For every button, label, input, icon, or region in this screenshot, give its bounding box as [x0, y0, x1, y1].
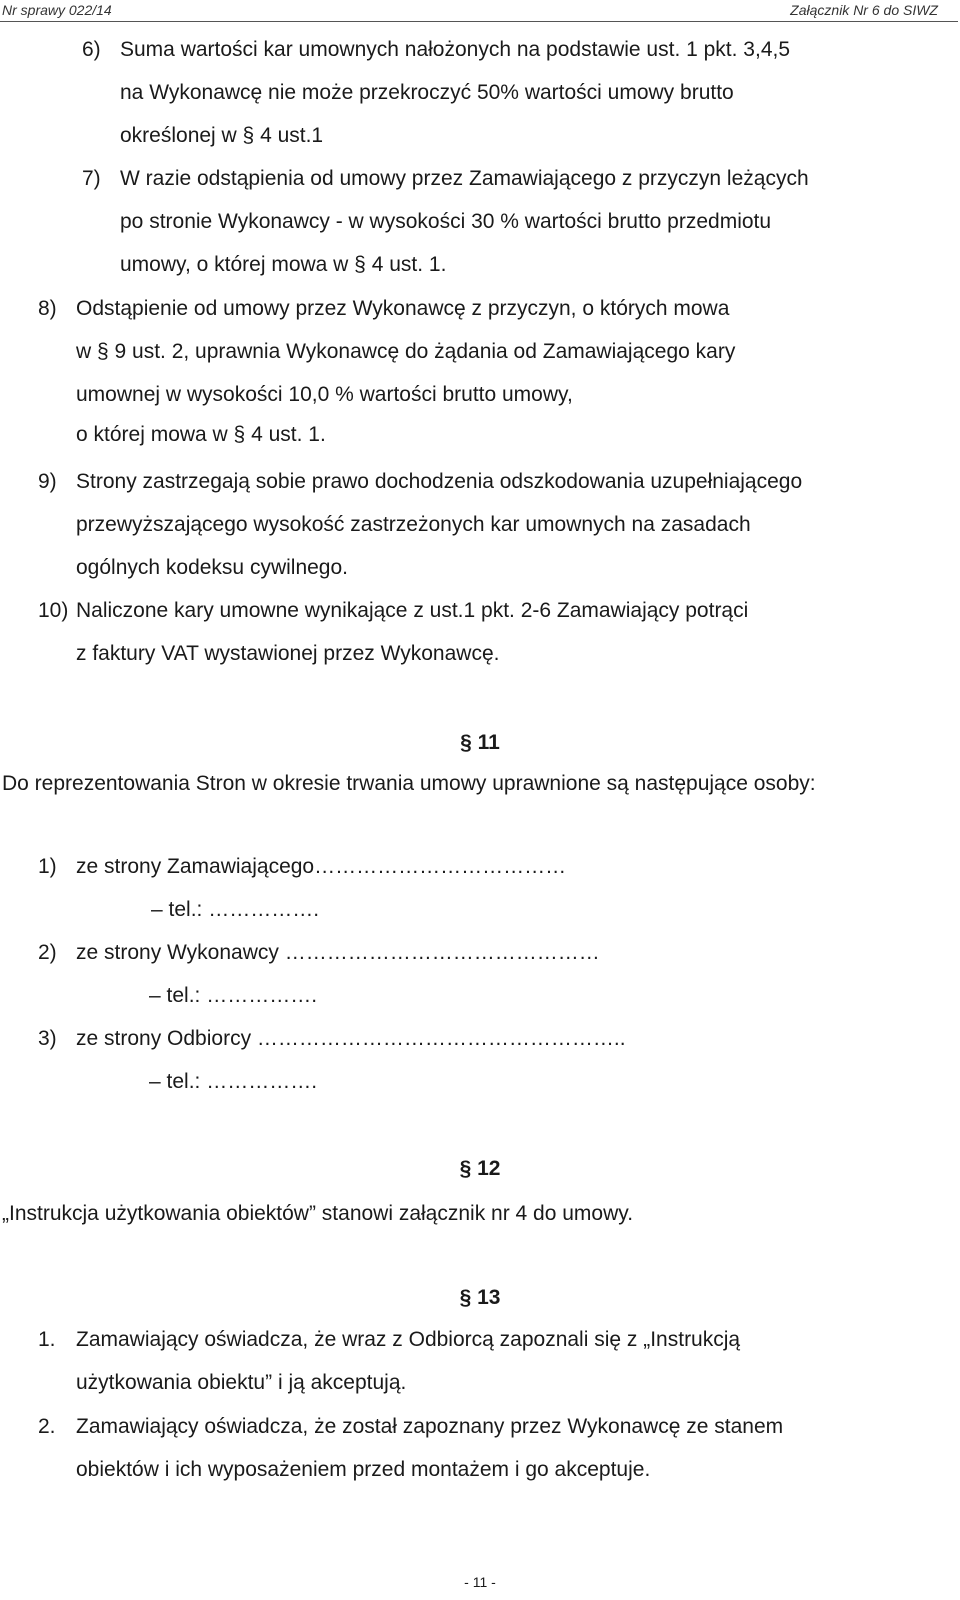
list-item-line: Naliczone kary umowne wynikające z ust.1 pkt. 2-6 Zamawiający potrąci: [76, 599, 749, 622]
penalty-item-9: [38, 470, 940, 600]
representative-tel: – tel.: …………….: [149, 984, 318, 1007]
header-attachment-label: Załącznik Nr 6 do SIWZ: [790, 2, 938, 18]
penalty-item-6: [82, 38, 940, 168]
list-item-line: Suma wartości kar umownych nałożonych na podstawie ust. 1 pkt. 3,4,5: [120, 38, 791, 61]
list-number: 3): [38, 1027, 57, 1050]
list-number: 9): [38, 470, 57, 493]
header-case-number: Nr sprawy 022/14: [2, 2, 112, 18]
representative-label: ze strony Zamawiającego………………………………: [76, 855, 567, 878]
section-13-item-2: [38, 1415, 940, 1505]
list-item-line: Odstąpienie od umowy przez Wykonawcę z przyczyn, o których mowa: [76, 297, 730, 320]
representative-label: ze strony Wykonawcy ………………………………………: [76, 941, 600, 964]
list-item-line: Zamawiający oświadcza, że wraz z Odbiorcą zapoznali się z „Instrukcją: [76, 1328, 741, 1351]
section-11-intro: Do reprezentowania Stron w okresie trwania umowy uprawnione są następujące osoby:: [2, 772, 816, 795]
representative-item-1: [38, 855, 940, 935]
section-heading-12: § 12: [459, 1157, 501, 1180]
representative-tel: – tel.: …………….: [149, 1070, 318, 1093]
section-heading-11: § 11: [460, 731, 500, 754]
list-item-line: określonej w § 4 ust.1: [120, 124, 324, 147]
list-item-line: użytkowania obiektu” i ją akceptują.: [76, 1371, 407, 1394]
list-item-line: umownej w wysokości 10,0 % wartości brutto umowy,: [76, 383, 573, 406]
list-item-line: na Wykonawcę nie może przekroczyć 50% wartości umowy brutto: [120, 81, 734, 104]
page-number: - 11 -: [464, 1574, 496, 1590]
representative-item-2: [38, 941, 940, 1021]
list-number: 8): [38, 297, 57, 320]
list-number: 6): [82, 38, 101, 61]
list-number: 7): [82, 167, 101, 190]
penalty-item-10: [38, 599, 940, 689]
list-item-line: ogólnych kodeksu cywilnego.: [76, 556, 348, 579]
representative-label: ze strony Odbiorcy ……………………………………………..: [76, 1027, 626, 1050]
header-divider: [0, 21, 958, 22]
list-number: 10): [38, 599, 69, 622]
list-item-line: w § 9 ust. 2, uprawnia Wykonawcę do żądania od Zamawiającego kary: [76, 340, 736, 363]
list-item-line: z faktury VAT wystawionej przez Wykonawcę.: [76, 642, 500, 665]
representative-tel: – tel.: …………….: [151, 898, 320, 921]
penalty-item-8: [38, 297, 940, 467]
penalty-item-7: [82, 167, 940, 297]
list-number: 1.: [38, 1328, 56, 1351]
list-item-line: po stronie Wykonawcy - w wysokości 30 % wartości brutto przedmiotu: [120, 210, 772, 233]
representative-item-3: [38, 1027, 940, 1107]
list-number: 2.: [38, 1415, 56, 1438]
list-item-line: przewyższającego wysokość zastrzeżonych kar umownych na zasadach: [76, 513, 751, 536]
list-item-line: umowy, o której mowa w § 4 ust. 1.: [120, 253, 447, 276]
list-number: 2): [38, 941, 57, 964]
list-item-line: W razie odstąpienia od umowy przez Zamawiającego z przyczyn leżących: [120, 167, 809, 190]
section-13-item-1: [38, 1328, 940, 1418]
list-item-line: Zamawiający oświadcza, że został zapoznany przez Wykonawcę ze stanem: [76, 1415, 784, 1438]
list-number: 1): [38, 855, 57, 878]
list-item-line: obiektów i ich wyposażeniem przed montażem i go akceptuje.: [76, 1458, 651, 1481]
list-item-line: Strony zastrzegają sobie prawo dochodzenia odszkodowania uzupełniającego: [76, 470, 803, 493]
section-12-text: „Instrukcja użytkowania obiektów” stanowi załącznik nr 4 do umowy.: [2, 1202, 634, 1225]
list-item-line: o której mowa w § 4 ust. 1.: [76, 423, 326, 446]
section-heading-13: § 13: [459, 1286, 501, 1309]
